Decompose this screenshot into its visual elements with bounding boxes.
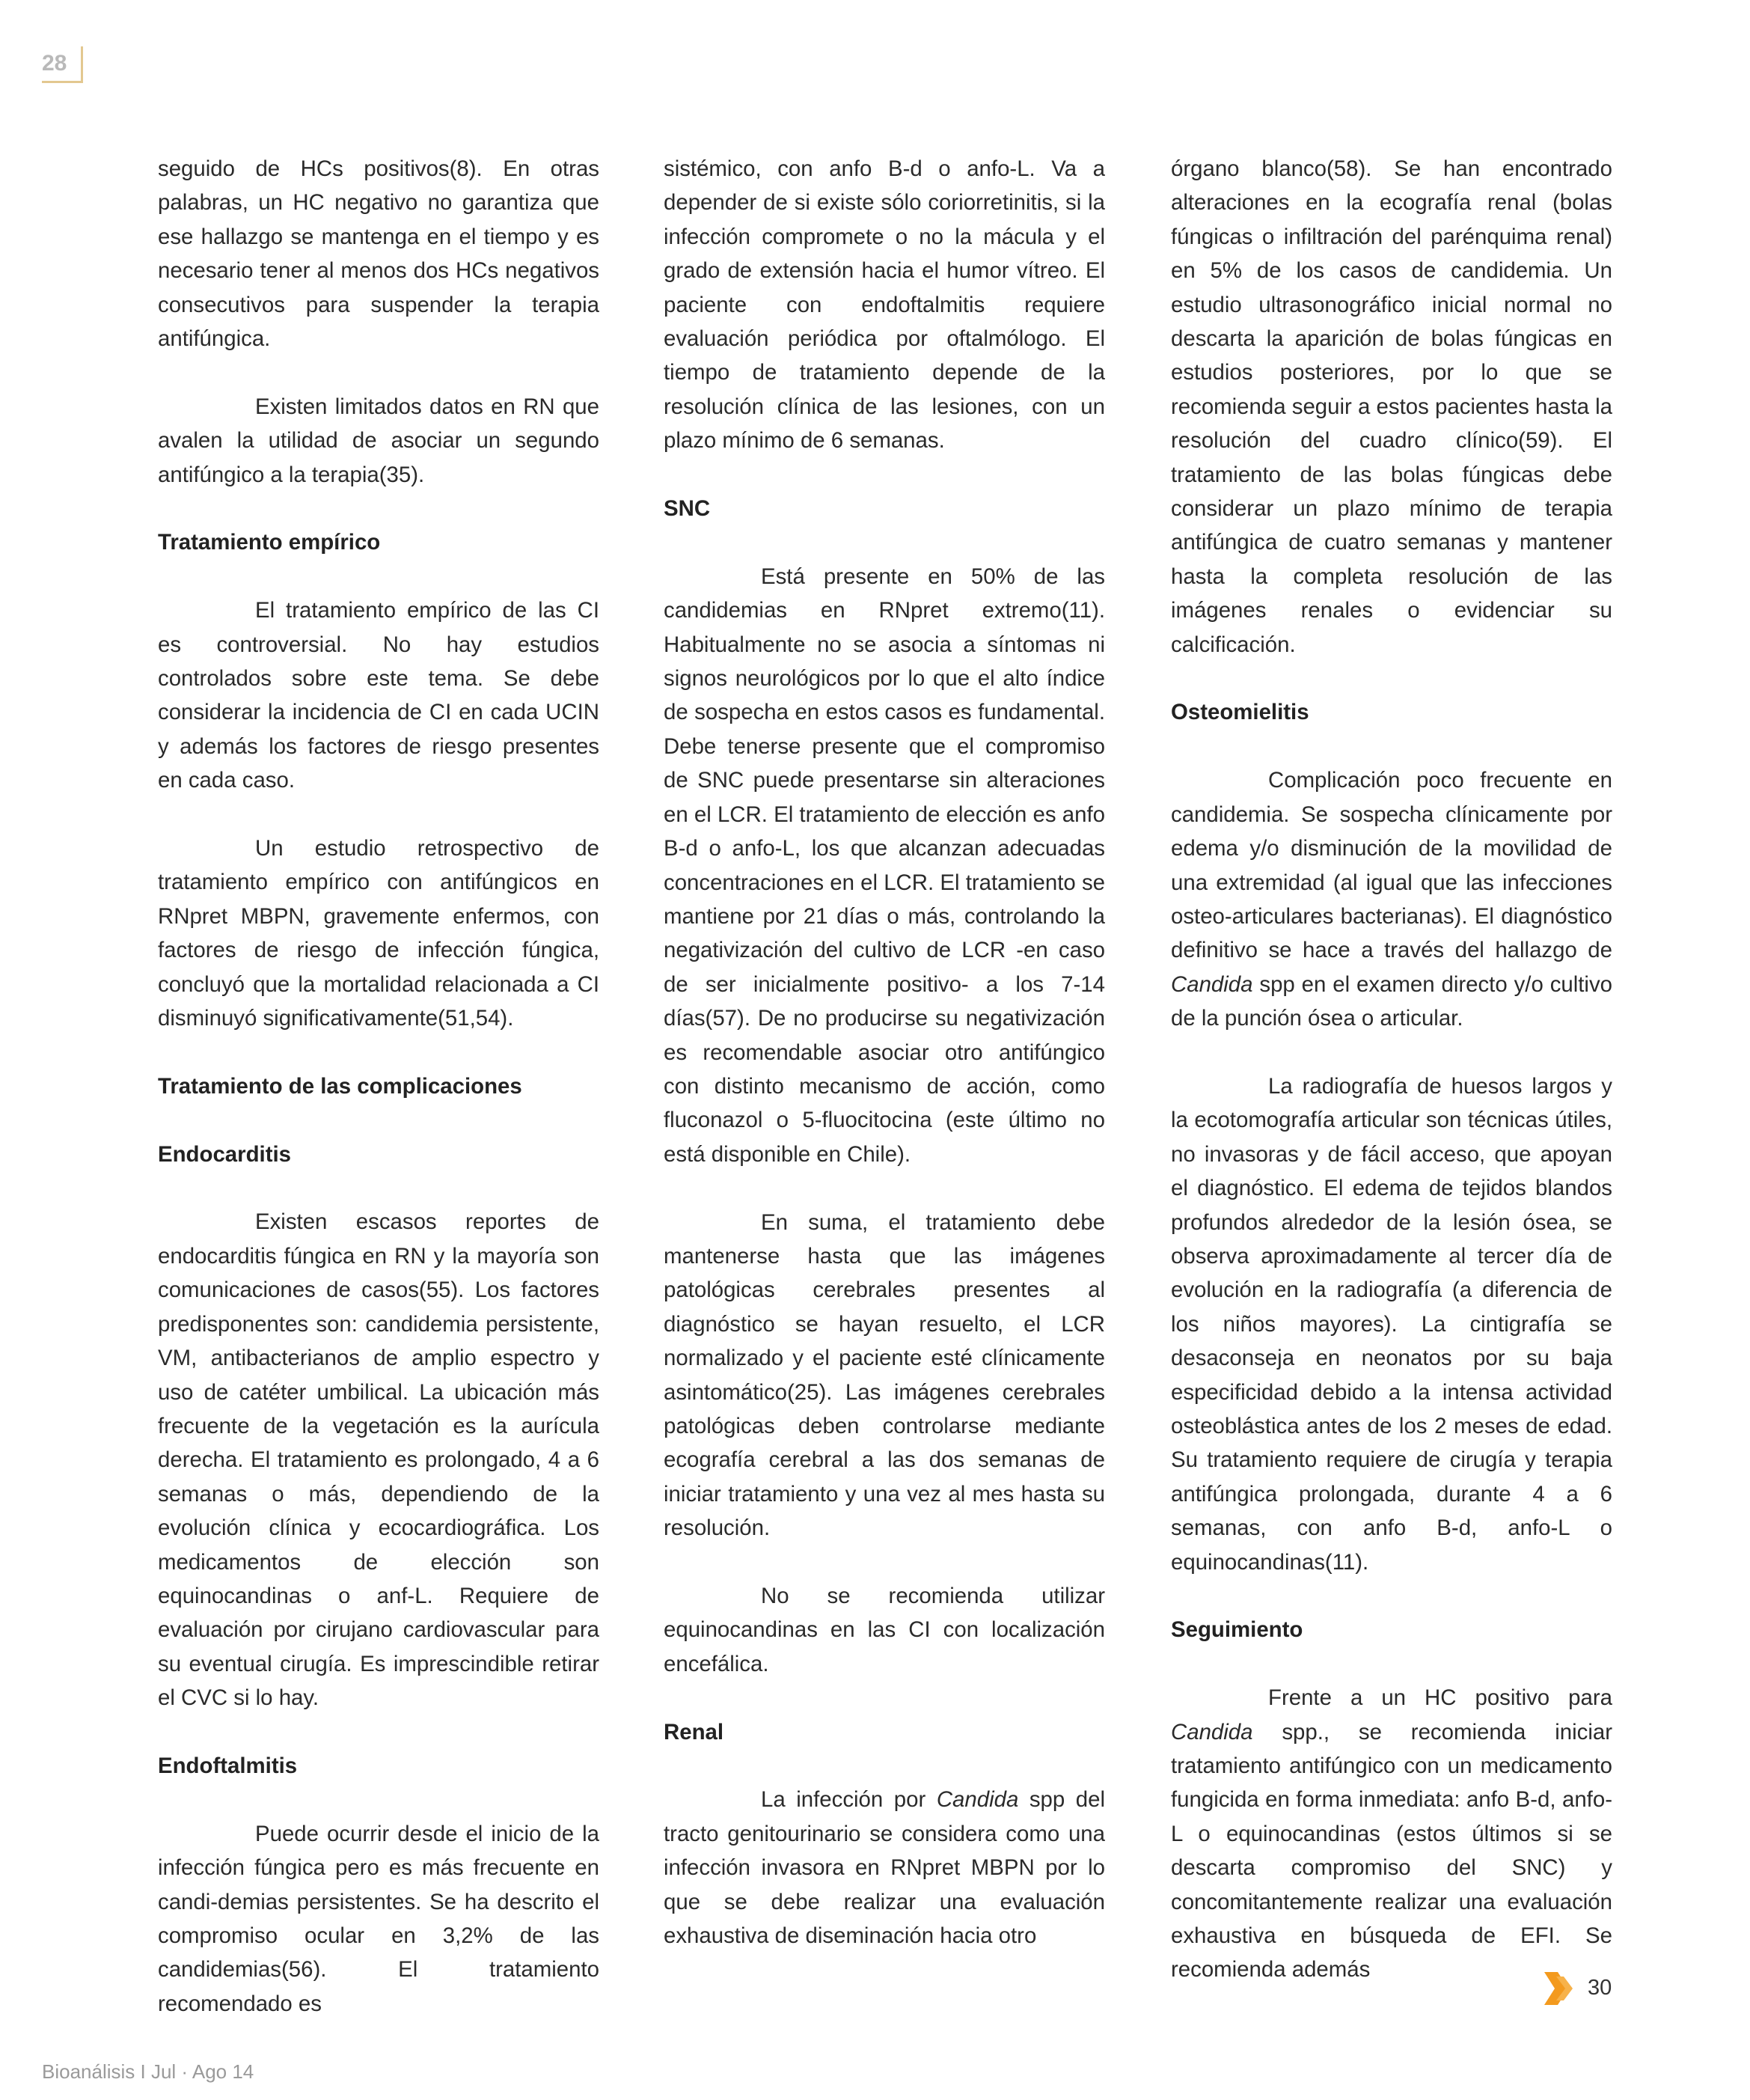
paragraph: sistémico, con anfo B-d o anfo-L. Va a depender de si existe sólo coriorretinitis, si la infección compromete o no la mácula y el grado de extensión hacia el humor vítreo. El paciente con endoftalmitis requiere evaluación periódica por oftalmólogo. El tiempo de tratamiento depende de la resolución clínica de las lesiones, con un plazo mínimo de 6 semanas. — [664, 156, 1105, 454]
top-page-number: 28 — [42, 46, 83, 83]
paragraph — [664, 1783, 1105, 1953]
section-heading: Osteomielitis — [1171, 700, 1309, 725]
text-run: La infección por — [761, 1787, 937, 1813]
italic-term: Candida — [1171, 971, 1253, 997]
paragraph: La radiografía de huesos largos y la ecotomografía articular son técnicas útiles, no invasoras y de fácil acceso, que apoyan el diagnóstico. El edema de tejidos blandos profundos alrededor de la lesión ósea, se observa aproximadamente al tercer día de evolución en la radiografía (a diferencia de los niños mayores). La cintigrafía se desaconseja en neonatos por su baja especificidad debido a la intensa actividad osteoblástica antes de los 2 meses de edad. Su tratamiento requiere de cirugía y terapia antifúngica prolongada, durante 4 a 6 semanas, con anfo B-d, anfo-L o equinocandinas(11). — [1171, 1073, 1612, 1575]
section-heading: Renal — [664, 1719, 724, 1745]
italic-term: Candida — [1171, 1719, 1253, 1745]
column-left — [158, 152, 599, 2021]
column-middle — [664, 152, 1105, 1953]
paragraph: El tratamiento empírico de las CI es controversial. No hay estudios controlados sobre este tema. Se debe considerar la incidencia de CI en cada UCIN y además los factores de riesgo presentes en cada caso. — [158, 598, 599, 793]
paragraph: órgano blanco(58). Se han encontrado alteraciones en la ecografía renal (bolas fúngicas o infiltración del parénquima renal) en 5% de los casos de candidemia. Un estudio ultrasonográfico inicial normal no descarta la aparición de bolas fúngicas en estudios posteriores, por lo que se recomienda seguir a estos pacientes hasta la resolución del cuadro clínico(59). El tratamiento de las bolas fúngicas debe considerar un plazo mínimo de terapia antifúngica de cuatro semanas y mantener hasta la completa resolución de las imágenes renales o evidenciar su calcificación. — [1171, 156, 1612, 657]
italic-term: Candida — [936, 1787, 1019, 1813]
paragraph: Puede ocurrir desde el inicio de la infección fúngica pero es más frecuente en candi-demias persistentes. Se ha descrito el compromiso ocular en 3,2% de las candidemias(56). El tratamiento recomendado es — [158, 1821, 599, 2016]
text-run: spp., se recomienda iniciar tratamiento antifúngico con un medicamento fungicida en forma inmediata: anfo B-d, anfo-L o equinocandinas (estos últimos si se descarta compromiso del SNC) y concomitantemente realizar una evaluación exhaustiva en búsqueda de EFI. Se recomienda además — [1171, 1719, 1612, 1983]
paragraph: Existen escasos reportes de endocarditis fúngica en RN y la mayoría son comunicaciones de casos(55). Los factores predisponentes son: candidemia persistente, VM, antibacterianos de amplio espectro y uso de catéter umbilical. La ubicación más frecuente de la vegetación es la aurícula derecha. El tratamiento es prolongado, 4 a 6 semanas o más, dependiendo de la evolución clínica y ecocardiográfica. Los medicamentos de elección son equinocandinas o anf-L. Requiere de evaluación por cirujano cardiovascular para su eventual cirugía. Es imprescindible retirar el CVC si lo hay. — [158, 1209, 599, 1711]
section-heading: Endoftalmitis — [158, 1753, 298, 1778]
footer-publication: Bioanálisis I Jul · Ago 14 — [42, 2060, 254, 2083]
section-heading: Seguimiento — [1171, 1617, 1303, 1643]
paragraph: En suma, el tratamiento debe mantenerse hasta que las imágenes patológicas cerebrales presentes al diagnóstico se hayan resuelto, el LCR normalizado y el paciente esté clínicamente asintomático(25). Las imágenes cerebrales patológicas deben controlarse mediante ecografía cerebral a las dos semanas de iniciar tratamiento y una vez al mes hasta su resolución. — [664, 1209, 1105, 1541]
text-run: spp en el examen directo y/o cultivo de la punción ósea o articular. — [1171, 971, 1612, 1031]
section-heading: Tratamiento de las complicaciones — [158, 1073, 522, 1099]
paragraph — [1171, 763, 1612, 1035]
section-heading: Tratamiento empírico — [158, 530, 381, 555]
section-heading: Endocarditis — [158, 1141, 292, 1167]
text-run: Frente a un HC positivo para — [1268, 1685, 1612, 1711]
paragraph: No se recomienda utilizar equinocandinas en las CI con localización encefálica. — [664, 1584, 1105, 1676]
double-chevron-icon — [1543, 1971, 1579, 2006]
paragraph: seguido de HCs positivos(8). En otras palabras, un HC negativo no garantiza que ese hallazgo se mantenga en el tiempo y es necesario tener al menos dos HCs negativos consecutivos para suspender la terapia antifúngica. — [158, 156, 599, 352]
section-heading: SNC — [664, 496, 711, 522]
bottom-page-number: 30 — [1588, 1976, 1612, 2000]
paragraph: Un estudio retrospectivo de tratamiento empírico con antifúngicos en RNpret MBPN, gravemente enfermos, con factores de riesgo de infección fúngica, concluyó que la mortalidad relacionada a CI disminuyó significativamente(51,54). — [158, 836, 599, 1031]
text-run: Complicación poco frecuente en candidemia. Se sospecha clínicamente por edema y/o disminución de la movilidad de una extremidad (al igual que las infecciones osteo-articulares bacterianas). El diagnóstico definitivo se hace a través del hallazgo de — [1171, 768, 1612, 963]
paragraph: Existen limitados datos en RN que avalen la utilidad de asociar un segundo antifúngico a la terapia(35). — [158, 394, 599, 487]
column-right — [1171, 152, 1612, 1987]
paragraph: Está presente en 50% de las candidemias en RNpret extremo(11). Habitualmente no se asocia a síntomas ni signos neurológicos por lo que el alto índice de sospecha en estos casos es fundamental. Debe tenerse presente que el compromiso de SNC puede presentarse sin alteraciones en el LCR. El tratamiento de elección es anfo B-d o anfo-L, los que alcanzan adecuadas concentraciones en el LCR. El tratamiento se mantiene por 21 días o más, controlando la negativización del cultivo de LCR -en caso de ser inicialmente positivo- a los 7-14 días(57). De no producirse su negativización es recomendable asociar otro antifúngico con distinto mecanismo de acción, como fluconazol o 5-fluocitocina (este último no está disponible en Chile). — [664, 564, 1105, 1167]
text-run: spp del tracto genitourinario se considera como una infección invasora en RNpret MBPN por lo que se debe realizar una evaluación exhaustiva de diseminación hacia otro — [664, 1787, 1105, 1949]
paragraph — [1171, 1681, 1612, 1987]
